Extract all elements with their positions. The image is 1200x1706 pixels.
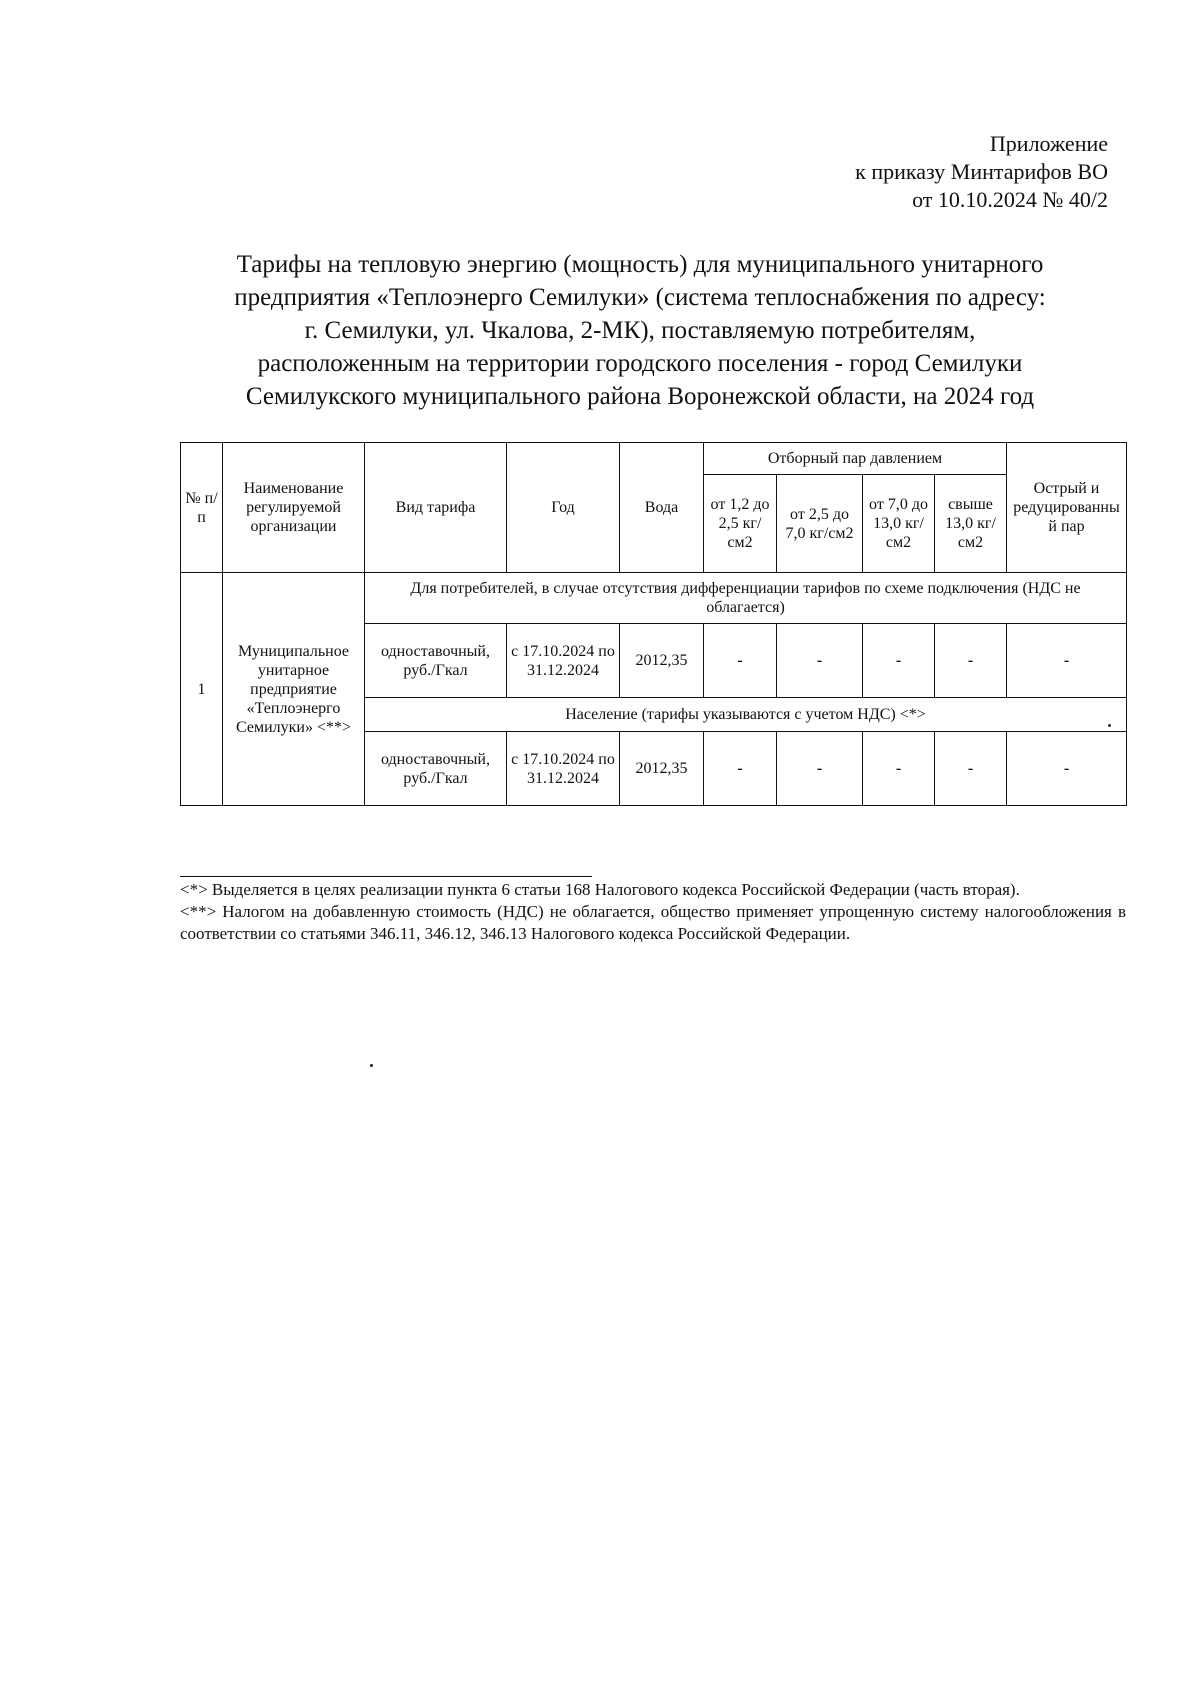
- appendix-reference: [855, 130, 1108, 214]
- steam-4-cell: -: [935, 732, 1007, 806]
- header-water: Вода: [620, 443, 704, 573]
- water-value-cell: 2012,35: [620, 732, 704, 806]
- tariff-type-cell: одноставочный, руб./Гкал: [365, 624, 507, 698]
- header-steam-3: от 7,0 до 13,0 кг/см2: [863, 475, 935, 573]
- title-line-2: предприятия «Теплоэнерго Семилуки» (система теплоснабжения по адресу:: [234, 284, 1046, 311]
- footnotes: [180, 876, 1126, 945]
- title-line-1: Тарифы на тепловую энергию (мощность) для муниципального унитарного: [236, 251, 1044, 278]
- tariff-type-cell: одноставочный, руб./Гкал: [365, 732, 507, 806]
- steam-1-cell: -: [704, 624, 777, 698]
- appendix-line-2: к приказу Минтарифов ВО: [855, 159, 1108, 184]
- steam-1-cell: -: [704, 732, 777, 806]
- steam-3-cell: -: [863, 732, 935, 806]
- title-line-5: Семилукского муниципального района Воронежской области, на 2024 год: [245, 383, 1035, 410]
- header-steam-1: от 1,2 до 2,5 кг/см2: [704, 475, 777, 573]
- title-line-3: г. Семилуки, ул. Чкалова, 2-МК), поставляемую потребителям,: [304, 317, 976, 344]
- header-year: Год: [507, 443, 620, 573]
- section-title-2: Население (тарифы указываются с учетом НДС) <*>: [365, 698, 1127, 732]
- steam-3-cell: -: [863, 624, 935, 698]
- scan-speck: [1108, 724, 1111, 727]
- footnote-1: <*> Выделяется в целях реализации пункта 6 статьи 168 Налогового кодекса Российской Федерации (часть вторая).: [180, 880, 1020, 899]
- header-num: № п/п: [181, 443, 223, 573]
- header-steam-2: от 2,5 до 7,0 кг/см2: [777, 475, 863, 573]
- sharp-steam-cell: -: [1007, 624, 1127, 698]
- sharp-steam-cell: -: [1007, 732, 1127, 806]
- row-number: 1: [181, 573, 223, 806]
- header-tariff-type: Вид тарифа: [365, 443, 507, 573]
- steam-2-cell: -: [777, 732, 863, 806]
- header-org: Наименование регулируемой организации: [223, 443, 365, 573]
- footnote-2: <**> Налогом на добавленную стоимость (НДС) не облагается, общество применяет упрощенную систему налогообложения в соответствии со статьями 346.11, 346.12, 346.13 Налогового кодекса Российской Федерации.: [180, 902, 1126, 943]
- tariff-table: [180, 442, 1127, 806]
- title-line-4: расположенным на территории городского поселения - город Семилуки: [257, 350, 1023, 377]
- document-title: [170, 248, 1110, 413]
- footnote-divider: [180, 876, 592, 877]
- water-value-cell: 2012,35: [620, 624, 704, 698]
- appendix-line-3: от 10.10.2024 № 40/2: [912, 187, 1108, 212]
- header-steam-group: Отборный пар давлением: [704, 443, 1007, 475]
- steam-4-cell: -: [935, 624, 1007, 698]
- section-title-1: Для потребителей, в случае отсутствия дифференциации тарифов по схеме подключения (НДС не облагается): [365, 573, 1127, 624]
- appendix-line-1: Приложение: [989, 131, 1108, 156]
- steam-2-cell: -: [777, 624, 863, 698]
- scan-dot: [370, 1064, 373, 1067]
- header-sharp-steam: Острый и редуцированный пар: [1007, 443, 1127, 573]
- period-cell: с 17.10.2024 по 31.12.2024: [507, 732, 620, 806]
- header-steam-4: свыше 13,0 кг/см2: [935, 475, 1007, 573]
- org-name: Муниципальное унитарное предприятие «Теплоэнерго Семилуки» <**>: [223, 573, 365, 806]
- period-cell: с 17.10.2024 по 31.12.2024: [507, 624, 620, 698]
